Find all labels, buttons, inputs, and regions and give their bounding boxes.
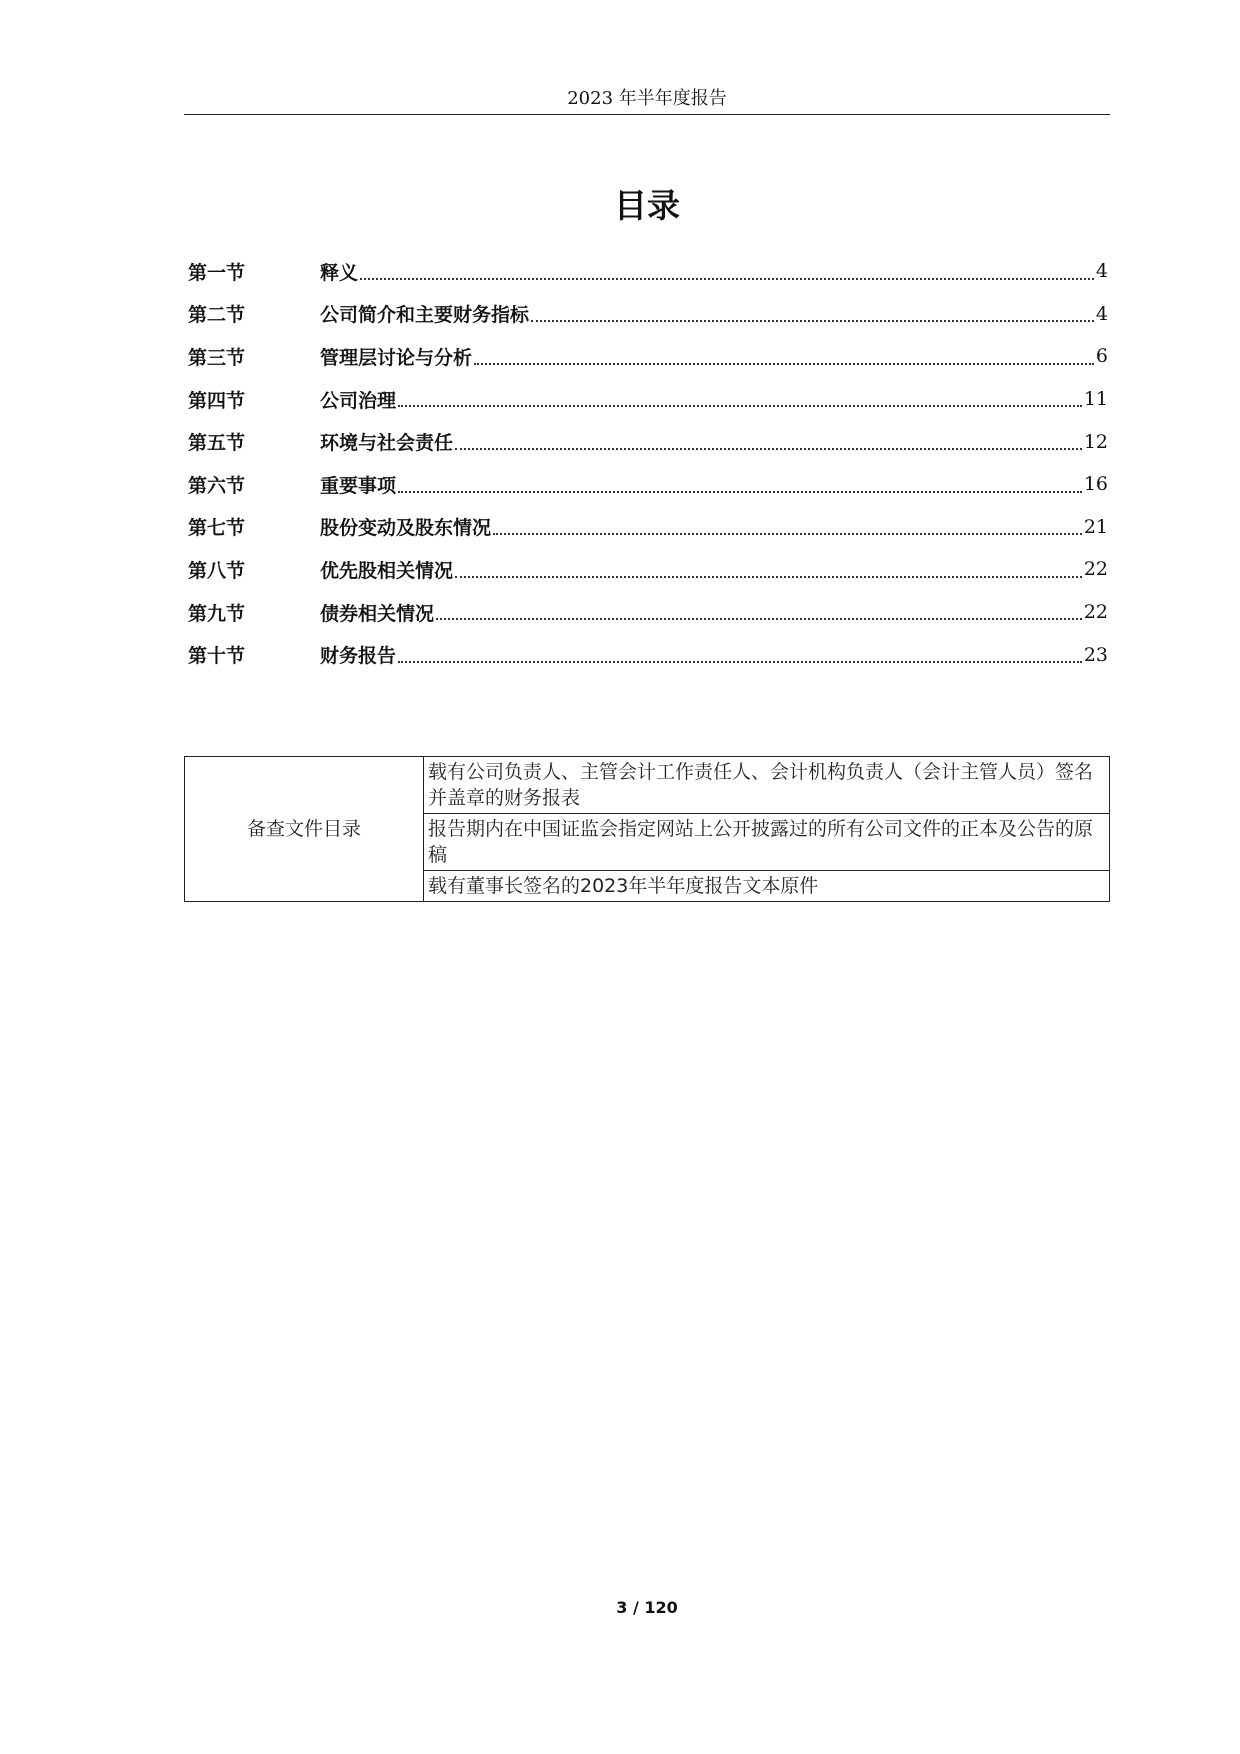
toc-page-number: 22 bbox=[1083, 601, 1108, 624]
toc-leader-dots bbox=[531, 320, 1094, 322]
toc-entry[interactable] bbox=[188, 506, 1108, 549]
toc-entry[interactable] bbox=[188, 335, 1108, 378]
toc-page-number: 16 bbox=[1083, 473, 1108, 496]
toc-entry[interactable] bbox=[188, 633, 1108, 676]
toc-leader-dots bbox=[493, 533, 1082, 535]
header-divider bbox=[184, 114, 1110, 115]
toc-leader-dots bbox=[455, 448, 1082, 450]
toc-leader-dots bbox=[474, 363, 1094, 365]
reference-documents-table bbox=[184, 756, 1110, 902]
toc-title: 目录 bbox=[614, 186, 680, 225]
toc-section-number: 第六节 bbox=[188, 474, 246, 497]
toc-section-number: 第四节 bbox=[188, 389, 246, 412]
table-row bbox=[185, 757, 1110, 814]
toc-entry[interactable] bbox=[188, 250, 1108, 293]
toc-section-number: 第七节 bbox=[188, 517, 246, 540]
toc-leader-dots bbox=[436, 618, 1082, 620]
toc-page-number: 23 bbox=[1083, 643, 1108, 666]
toc-section-number: 第三节 bbox=[188, 346, 246, 369]
toc-section-name: 债券相关情况 bbox=[320, 602, 435, 625]
toc-section-name: 公司治理 bbox=[320, 389, 397, 412]
toc-section-number: 第十节 bbox=[188, 645, 246, 668]
page-header-title: 2023 年半年度报告 bbox=[567, 88, 727, 109]
toc-section-name: 释义 bbox=[320, 261, 359, 284]
toc-section-number: 第九节 bbox=[188, 602, 246, 625]
toc-section-number: 第八节 bbox=[188, 559, 246, 582]
toc-section-number: 第五节 bbox=[188, 432, 246, 455]
toc-entry[interactable] bbox=[188, 293, 1108, 336]
reference-document-item: 报告期内在中国证监会指定网站上公开披露过的所有公司文件的正本及公告的原稿 bbox=[424, 814, 1110, 871]
page-number: 3 / 120 bbox=[616, 1598, 678, 1617]
toc-entry[interactable] bbox=[188, 591, 1108, 634]
toc-page-number: 21 bbox=[1083, 515, 1108, 538]
table-of-contents bbox=[188, 250, 1108, 676]
toc-entry[interactable] bbox=[188, 378, 1108, 421]
toc-leader-dots bbox=[360, 278, 1094, 280]
toc-section-name: 财务报告 bbox=[320, 645, 397, 668]
toc-page-number: 6 bbox=[1095, 345, 1108, 368]
toc-leader-dots bbox=[398, 491, 1082, 493]
toc-section-name: 环境与社会责任 bbox=[320, 432, 454, 455]
toc-page-number: 4 bbox=[1095, 260, 1108, 283]
toc-leader-dots bbox=[398, 661, 1082, 663]
toc-section-number: 第二节 bbox=[188, 304, 246, 327]
toc-section-name: 优先股相关情况 bbox=[320, 559, 454, 582]
toc-entry[interactable] bbox=[188, 548, 1108, 591]
toc-entry[interactable] bbox=[188, 420, 1108, 463]
toc-section-name: 管理层讨论与分析 bbox=[320, 346, 473, 369]
reference-documents-label: 备查文件目录 bbox=[185, 757, 424, 902]
toc-section-name: 公司简介和主要财务指标 bbox=[320, 304, 530, 327]
toc-entry[interactable] bbox=[188, 463, 1108, 506]
reference-document-item: 载有公司负责人、主管会计工作责任人、会计机构负责人（会计主管人员）签名并盖章的财务报表 bbox=[424, 757, 1110, 814]
toc-leader-dots bbox=[398, 405, 1082, 407]
toc-section-number: 第一节 bbox=[188, 261, 246, 284]
reference-document-item: 载有董事长签名的2023年半年度报告文本原件 bbox=[424, 871, 1110, 902]
toc-page-number: 12 bbox=[1083, 430, 1108, 453]
toc-leader-dots bbox=[455, 576, 1082, 578]
toc-section-name: 重要事项 bbox=[320, 474, 397, 497]
toc-page-number: 4 bbox=[1095, 302, 1108, 325]
toc-page-number: 11 bbox=[1083, 388, 1108, 411]
toc-section-name: 股份变动及股东情况 bbox=[320, 517, 492, 540]
toc-page-number: 22 bbox=[1083, 558, 1108, 581]
